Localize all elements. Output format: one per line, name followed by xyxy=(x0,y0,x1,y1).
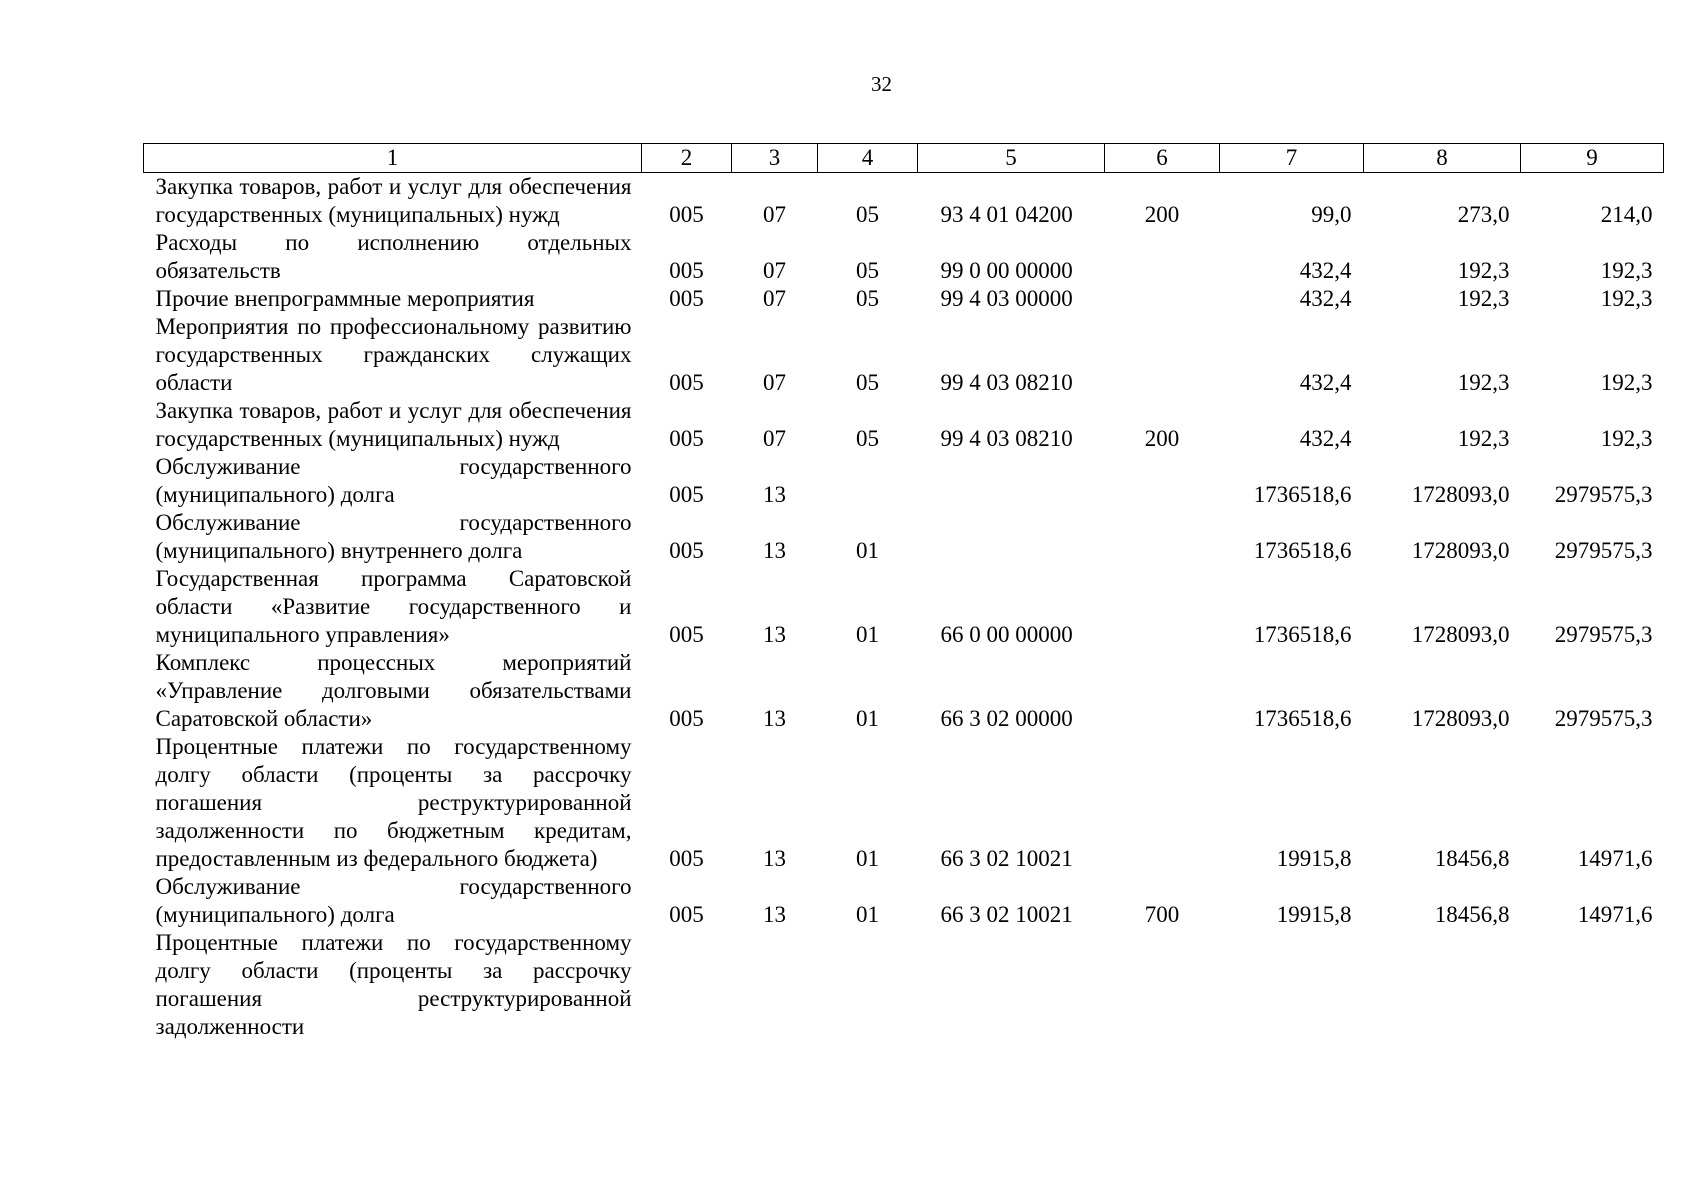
expense-name: Прочие внепрограммные мероприятия xyxy=(155,286,535,311)
section-code: 13 xyxy=(763,482,786,507)
expense-type-code xyxy=(1105,229,1220,285)
amount-col9: 2979575,3 xyxy=(1554,622,1653,647)
expense-name: Государственная программа Саратовской области «Развитие государственного и муниципального управления» xyxy=(155,566,632,647)
amount-col9: 192,3 xyxy=(1600,426,1653,451)
subsection-code: 01 xyxy=(856,846,879,871)
expense-name: Обслуживание государственного (муниципального) внутреннего долга xyxy=(155,510,632,563)
table-row xyxy=(144,313,1664,397)
header-cell: 7 xyxy=(1220,144,1364,173)
amount-col7 xyxy=(1220,929,1364,1041)
table-row xyxy=(144,565,1664,649)
amount-col7: 19915,8 xyxy=(1276,846,1352,871)
subsection-code: 05 xyxy=(856,286,879,311)
table-row xyxy=(144,929,1664,1041)
grbs-code xyxy=(642,929,732,1041)
target-article-code: 93 4 01 04200 xyxy=(940,202,1073,227)
expense-name: Мероприятия по профессиональному развитию государственных гражданских служащих области xyxy=(155,314,632,395)
subsection-code: 05 xyxy=(856,426,879,451)
table-row xyxy=(144,649,1664,733)
target-article-code: 99 4 03 08210 xyxy=(940,370,1073,395)
subsection-code: 01 xyxy=(856,538,879,563)
expense-type-code xyxy=(1105,509,1220,565)
table-row xyxy=(144,453,1664,509)
amount-col7: 1736518,6 xyxy=(1253,622,1352,647)
expense-name: Закупка товаров, работ и услуг для обеспечения государственных (муниципальных) нужд xyxy=(155,398,632,451)
expense-name: Расходы по исполнению отдельных обязательств xyxy=(155,230,632,283)
grbs-code: 005 xyxy=(669,426,704,451)
target-article-code xyxy=(918,929,1105,1041)
amount-col7: 432,4 xyxy=(1299,286,1352,311)
amount-col7: 432,4 xyxy=(1299,370,1352,395)
amount-col8: 273,0 xyxy=(1457,202,1510,227)
table-row xyxy=(144,733,1664,873)
subsection-code: 05 xyxy=(856,370,879,395)
expense-name: Процентные платежи по государственному долгу области (проценты за рассрочку погашения реструктурированной задолженности по бюджетным кредитам, предоставленным из федерального бюджета) xyxy=(155,734,632,871)
header-cell: 9 xyxy=(1521,144,1664,173)
target-article-code: 66 3 02 00000 xyxy=(940,706,1073,731)
subsection-code: 05 xyxy=(856,258,879,283)
grbs-code: 005 xyxy=(669,202,704,227)
amount-col7: 99,0 xyxy=(1311,202,1352,227)
amount-col7: 19915,8 xyxy=(1276,902,1352,927)
subsection-code: 05 xyxy=(856,202,879,227)
subsection-code: 01 xyxy=(856,902,879,927)
amount-col9: 14971,6 xyxy=(1577,902,1653,927)
subsection-code: 01 xyxy=(856,622,879,647)
header-cell: 6 xyxy=(1105,144,1220,173)
target-article-code: 99 0 00 00000 xyxy=(940,258,1073,283)
grbs-code: 005 xyxy=(669,846,704,871)
expense-type-code xyxy=(1105,285,1220,313)
amount-col8: 18456,8 xyxy=(1434,902,1510,927)
expense-name: Обслуживание государственного (муниципального) долга xyxy=(155,874,632,927)
grbs-code: 005 xyxy=(669,902,704,927)
section-code: 13 xyxy=(763,622,786,647)
header-cell: 3 xyxy=(732,144,818,173)
amount-col7: 1736518,6 xyxy=(1253,482,1352,507)
amount-col8: 192,3 xyxy=(1457,370,1510,395)
header-cell: 4 xyxy=(818,144,918,173)
expense-name: Обслуживание государственного (муниципального) долга xyxy=(155,454,632,507)
table-row xyxy=(144,509,1664,565)
section-code: 13 xyxy=(763,846,786,871)
section-code: 13 xyxy=(763,706,786,731)
section-code: 07 xyxy=(763,286,786,311)
expense-type-code xyxy=(1105,929,1220,1041)
section-code: 07 xyxy=(763,426,786,451)
expense-name: Закупка товаров, работ и услуг для обеспечения государственных (муниципальных) нужд xyxy=(155,174,632,227)
grbs-code: 005 xyxy=(669,706,704,731)
expense-type-code: 200 xyxy=(1144,202,1180,227)
header-cell: 5 xyxy=(918,144,1105,173)
amount-col7: 432,4 xyxy=(1299,258,1352,283)
amount-col7: 1736518,6 xyxy=(1253,706,1352,731)
expense-type-code xyxy=(1105,649,1220,733)
target-article-code: 66 0 00 00000 xyxy=(940,622,1073,647)
grbs-code: 005 xyxy=(669,370,704,395)
amount-col9: 192,3 xyxy=(1600,258,1653,283)
amount-col9 xyxy=(1521,929,1664,1041)
grbs-code: 005 xyxy=(669,622,704,647)
target-article-code xyxy=(918,453,1105,509)
target-article-code xyxy=(918,509,1105,565)
expense-type-code xyxy=(1105,313,1220,397)
grbs-code: 005 xyxy=(669,286,704,311)
table-row xyxy=(144,173,1664,230)
header-cell: 2 xyxy=(642,144,732,173)
section-code: 07 xyxy=(763,258,786,283)
amount-col9: 14971,6 xyxy=(1577,846,1653,871)
table-row xyxy=(144,285,1664,313)
amount-col8: 1728093,0 xyxy=(1411,538,1510,563)
section-code xyxy=(732,929,818,1041)
amount-col8: 192,3 xyxy=(1457,426,1510,451)
table-row xyxy=(144,397,1664,453)
grbs-code: 005 xyxy=(669,538,704,563)
table-row xyxy=(144,229,1664,285)
amount-col9: 214,0 xyxy=(1600,202,1653,227)
amount-col7: 432,4 xyxy=(1299,426,1352,451)
expense-type-code: 700 xyxy=(1144,902,1180,927)
amount-col8: 18456,8 xyxy=(1434,846,1510,871)
column-number-header xyxy=(144,144,1664,173)
amount-col8: 192,3 xyxy=(1457,258,1510,283)
target-article-code: 66 3 02 10021 xyxy=(940,902,1073,927)
amount-col8 xyxy=(1364,929,1521,1041)
budget-table xyxy=(143,143,1664,1041)
subsection-code xyxy=(818,929,918,1041)
amount-col9: 192,3 xyxy=(1600,286,1653,311)
amount-col8: 192,3 xyxy=(1457,286,1510,311)
header-cell: 1 xyxy=(144,144,642,173)
grbs-code: 005 xyxy=(669,258,704,283)
table-row xyxy=(144,873,1664,929)
subsection-code xyxy=(818,453,918,509)
expense-name: Комплекс процессных мероприятий «Управление долговыми обязательствами Саратовской области» xyxy=(155,650,632,731)
amount-col9: 2979575,3 xyxy=(1554,706,1653,731)
subsection-code: 01 xyxy=(856,706,879,731)
section-code: 13 xyxy=(763,902,786,927)
header-cell: 8 xyxy=(1364,144,1521,173)
grbs-code: 005 xyxy=(669,482,704,507)
target-article-code: 99 4 03 08210 xyxy=(940,426,1073,451)
amount-col8: 1728093,0 xyxy=(1411,622,1510,647)
amount-col9: 2979575,3 xyxy=(1554,538,1653,563)
amount-col9: 192,3 xyxy=(1600,370,1653,395)
amount-col7: 1736518,6 xyxy=(1253,538,1352,563)
expense-type-code xyxy=(1105,565,1220,649)
expense-type-code xyxy=(1105,453,1220,509)
section-code: 07 xyxy=(763,370,786,395)
target-article-code: 66 3 02 10021 xyxy=(940,846,1073,871)
expense-type-code xyxy=(1105,733,1220,873)
page-number: 32 xyxy=(871,72,892,96)
expense-type-code: 200 xyxy=(1144,426,1180,451)
section-code: 13 xyxy=(763,538,786,563)
amount-col8: 1728093,0 xyxy=(1411,706,1510,731)
expense-name: Процентные платежи по государственному долгу области (проценты за рассрочку погашения реструктурированной задолженности xyxy=(155,930,632,1039)
section-code: 07 xyxy=(763,202,786,227)
amount-col8: 1728093,0 xyxy=(1411,482,1510,507)
target-article-code: 99 4 03 00000 xyxy=(940,286,1073,311)
amount-col9: 2979575,3 xyxy=(1554,482,1653,507)
